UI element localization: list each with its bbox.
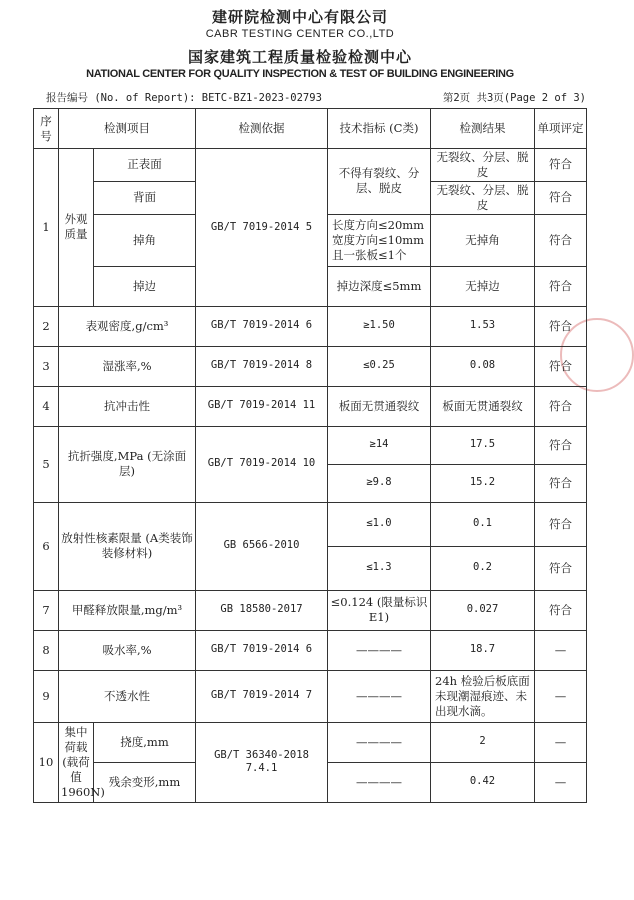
table-header-row [34,109,587,149]
table-row: 3 湿涨率,% GB/T 7019-2014 8 ≤0.25 0.08 符合 [34,346,587,386]
item-appearance: 外观质量 [59,149,94,307]
header-spec: 技术指标 (C类) [328,109,431,149]
table-row: 1 外观质量 正表面 GB/T 7019-2014 5 不得有裂纹、分层、脱皮 无裂纹、分层、脱皮 符合 [34,149,587,182]
table-row: ≤1.3 0.2 符合 [34,546,587,590]
center-name-cn: 国家建筑工程质量检验检测中心 [187,48,412,66]
center-name-en: NATIONAL CENTER FOR QUALITY INSPECTION & TEST OF BUILDING ENGINEERING [86,68,514,80]
company-name-en: CABR TESTING CENTER CO.,LTD [205,28,395,40]
table-row: 6 放射性核素限量 (A类装饰装修材料) GB 6566-2010 ≤1.0 0.1 符合 [34,502,587,546]
table-row: 4 抗冲击性 GB/T 7019-2014 11 板面无贯通裂纹 板面无贯通裂纹 符合 [34,386,587,426]
header-result: 检测结果 [431,109,535,149]
table-row: 8 吸水率,% GB/T 7019-2014 6 ———— 18.7 — [34,630,587,670]
table-row: 掉角 长度方向≤20mm 宽度方向≤10mm 且一张板≤1个 无掉角 符合 [34,214,587,266]
table-row: 残余变形,mm ———— 0.42 — [34,762,587,802]
report-number: 报告编号 (No. of Report): BETC-BZ1-2023-02793 [46,92,322,104]
table-row: 5 抗折强度,MPa (无涂面层) GB/T 7019-2014 10 ≥14 17.5 符合 [34,426,587,464]
table-row: 7 甲醛释放限量,mg/m³ GB 18580-2017 ≤0.124 (限量标识E1) 0.027 符合 [34,590,587,630]
table-row: 9 不透水性 GB/T 7019-2014 7 ———— 24h 检验后板底面未现潮湿痕迹、未出现水滴。 — [34,670,587,722]
table-row: 掉边 掉边深度≤5mm 无掉边 符合 [34,266,587,306]
header-verdict: 单项评定 [535,109,587,149]
header-seq: 序号 [34,109,59,149]
table-row: 2 表观密度,g/cm³ GB/T 7019-2014 6 ≥1.50 1.53 符合 [34,306,587,346]
header-item: 检测项目 [59,109,196,149]
table-row: 10 集中荷载 (载荷值1960N) 挠度,mm GB/T 36340-2018 7.4.1 ———— 2 — [34,722,587,762]
item-flexural: 抗折强度,MPa (无涂面层) [59,426,196,502]
table-row: ≥9.8 15.2 符合 [34,464,587,502]
company-name-cn: 建研院检测中心有限公司 [211,8,388,26]
results-table [33,108,587,803]
header-basis: 检测依据 [196,109,328,149]
table-row: 背面 无裂纹、分层、脱皮 符合 [34,181,587,214]
page-info: 第2页 共3页(Page 2 of 3) [442,92,586,104]
